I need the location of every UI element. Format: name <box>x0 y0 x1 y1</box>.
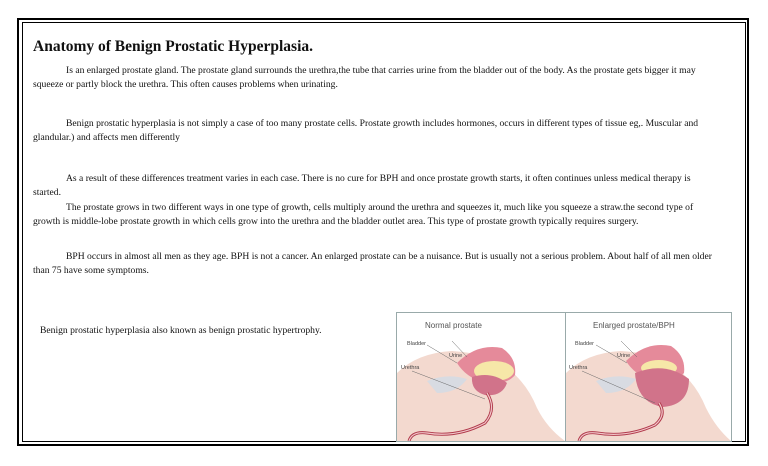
paragraph-4: The prostate grows in two different ways in one type of growth, cells multiply around the urethra and squeezes it, much like you squeeze a straw.the second type of growth is middle-lobe prostate growth in which cells grow into the urethra and the bladder outlet area. This type of prostate growth typically requires surgery. <box>33 202 694 227</box>
document-body <box>33 38 715 277</box>
normal-urethra-label: Urethra <box>401 365 420 371</box>
normal-prostate-illustration <box>397 341 565 441</box>
normal-bladder-label: Bladder <box>407 341 426 347</box>
paragraph-5: BPH occurs in almost all men as they age. BPH is not a cancer. An enlarged prostate can be a nuisance. But is usually not a serious problem. About half of all men older than 75 have some symptoms. <box>33 251 712 276</box>
normal-prostate-title: Normal prostate <box>425 321 482 330</box>
enlarged-bladder-label: Bladder <box>575 341 594 347</box>
paragraph-2: Benign prostatic hyperplasia is not simply a case of too many prostate cells. Prostate growth includes hormones, occurs in different types of tissue eg,. Muscular and glandular.) and affects men differently <box>33 118 699 143</box>
enlarged-prostate-illustration <box>566 341 731 441</box>
normal-urine-label: Urine <box>449 353 463 359</box>
prostate-anatomy-figure <box>396 312 732 442</box>
enlarged-urine-label: Urine <box>617 353 631 359</box>
paragraph-3: As a result of these differences treatment varies in each case. There is no cure for BPH and once prostate growth starts, it often continues unless medical therapy is started. <box>33 173 691 198</box>
panel-divider <box>565 313 566 441</box>
enlarged-prostate-title: Enlarged prostate/BPH <box>593 321 675 330</box>
document-title: Anatomy of Benign Prostatic Hyperplasia. <box>33 38 313 55</box>
enlarged-urethra-label: Urethra <box>569 365 588 371</box>
anatomy-illustration <box>397 313 731 441</box>
paragraph-1: Is an enlarged prostate gland. The prostate gland surrounds the urethra,the tube that carries urine from the bladder out of the body. As the prostate gets bigger it may squeeze or partly block the urethra. This often causes problems when urinating. <box>33 65 696 90</box>
paragraph-6: Benign prostatic hyperplasia also known as benign prostatic hypertrophy. <box>40 325 322 336</box>
